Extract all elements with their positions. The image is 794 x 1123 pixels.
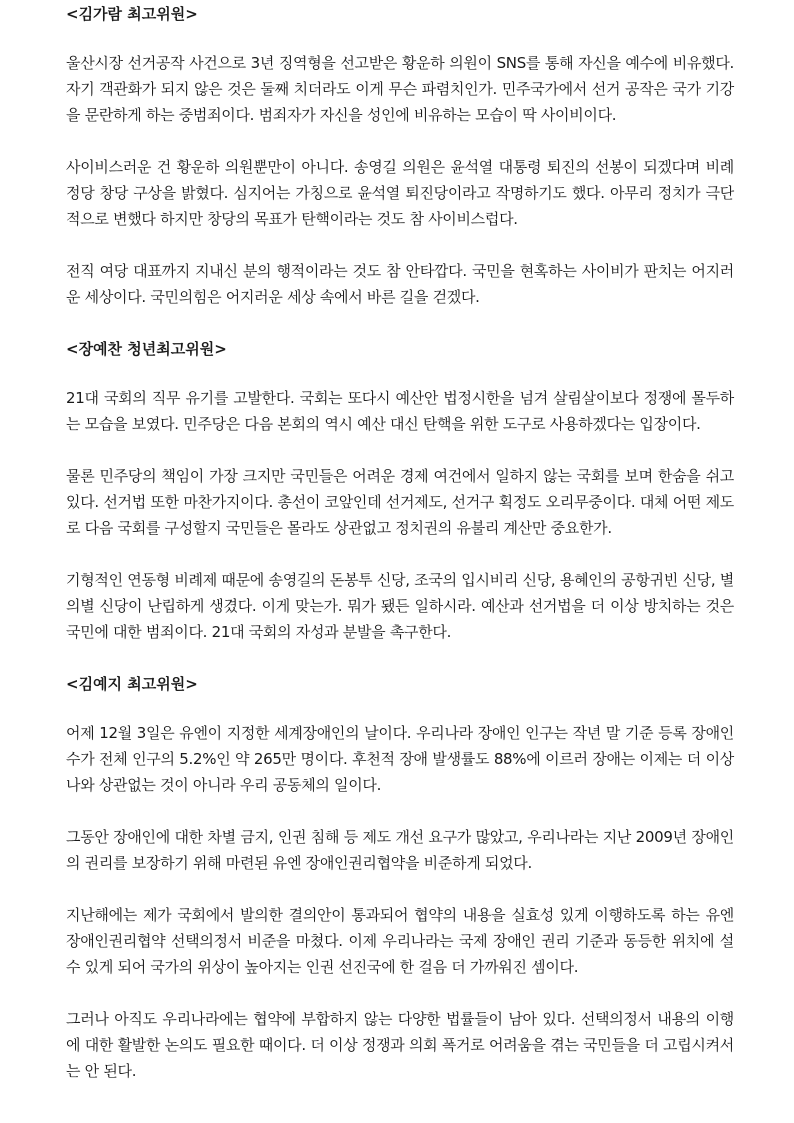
paragraph: 울산시장 선거공작 사건으로 3년 징역형을 선고받은 황운하 의원이 SNS를 통해 자신을 예수에 비유했다. 자기 객관화가 되지 않은 것은 둘째 치더라도 이게 무슨 파렴치인가. 민주국가에서 선거 공작은 국가 기강을 문란하게 하는 중범죄이다. 범죄자가 자신을 성인에 비유하는 모습이 딱 사이비이다. [66, 54, 734, 124]
section-kim-garam [66, 1, 734, 336]
document-body [66, 0, 734, 1084]
paragraph: 어제 12월 3일은 유엔이 지정한 세계장애인의 날이다. 우리나라 장애인 인구는 작년 말 기준 등록 장애인 수가 전체 인구의 5.2%인 약 265만 명이다. 후천적 장애 발생률도 88%에 이르러 장애는 이제는 더 이상 나와 상관없는 것이 아니라 우리 공동체의 일이다. [66, 724, 734, 794]
section-heading: <김가람 최고위원> [66, 5, 198, 23]
section-jang-yechan [66, 336, 734, 671]
paragraph: 기형적인 연동형 비례제 때문에 송영길의 돈봉투 신당, 조국의 입시비리 신당, 용혜인의 공항귀빈 신당, 별의별 신당이 난립하게 생겼다. 이게 맞는가. 뭐가 됐든 일하시라. 예산과 선거법을 더 이상 방치하는 것은 국민에 대한 범죄이다. 21대 국회의 자성과 분발을 촉구한다. [66, 571, 734, 641]
paragraph: 전직 여당 대표까지 지내신 분의 행적이라는 것도 참 안타깝다. 국민을 현혹하는 사이비가 판치는 어지러운 세상이다. 국민의힘은 어지러운 세상 속에서 바른 길을 걷겠다. [66, 262, 734, 306]
paragraph: 그러나 아직도 우리나라에는 협약에 부합하지 않는 다양한 법률들이 남아 있다. 선택의정서 내용의 이행에 대한 활발한 논의도 필요한 때이다. 더 이상 정쟁과 의회 폭거로 어려움을 겪는 국민들을 더 고립시켜서는 안 된다. [66, 1010, 734, 1080]
section-kim-yeji [66, 671, 734, 1084]
paragraph: 21대 국회의 직무 유기를 고발한다. 국회는 또다시 예산안 법정시한을 넘겨 살림살이보다 정쟁에 몰두하는 모습을 보였다. 민주당은 다음 본회의 역시 예산 대신 탄핵을 위한 도구로 사용하겠다는 입장이다. [66, 389, 734, 433]
section-heading: <김예지 최고위원> [66, 675, 198, 693]
paragraph: 사이비스러운 건 황운하 의원뿐만이 아니다. 송영길 의원은 윤석열 대통령 퇴진의 선봉이 되겠다며 비례정당 창당 구상을 밝혔다. 심지어는 가칭으로 윤석열 퇴진당이라고 작명하기도 했다. 아무리 정치가 극단적으로 변했다 하지만 창당의 목표가 탄핵이라는 것도 참 사이비스럽다. [66, 158, 734, 228]
section-heading: <장예찬 청년최고위원> [66, 340, 227, 358]
paragraph: 지난해에는 제가 국회에서 발의한 결의안이 통과되어 협약의 내용을 실효성 있게 이행하도록 하는 유엔 장애인권리협약 선택의정서 비준을 마쳤다. 이제 우리나라는 국제 장애인 권리 기준과 동등한 위치에 설 수 있게 되어 국가의 위상이 높아지는 인권 선진국에 한 걸음 더 가까워진 셈이다. [66, 906, 734, 976]
paragraph: 그동안 장애인에 대한 차별 금지, 인권 침해 등 제도 개선 요구가 많았고, 우리나라는 지난 2009년 장애인의 권리를 보장하기 위해 마련된 유엔 장애인권리협약을 비준하게 되었다. [66, 828, 734, 872]
paragraph: 물론 민주당의 책임이 가장 크지만 국민들은 어려운 경제 여건에서 일하지 않는 국회를 보며 한숨을 쉬고 있다. 선거법 또한 마찬가지이다. 총선이 코앞인데 선거제도, 선거구 획정도 오리무중이다. 대체 어떤 제도로 다음 국회를 구성할지 국민들은 몰라도 상관없고 정치권의 유불리 계산만 중요한가. [66, 467, 734, 537]
